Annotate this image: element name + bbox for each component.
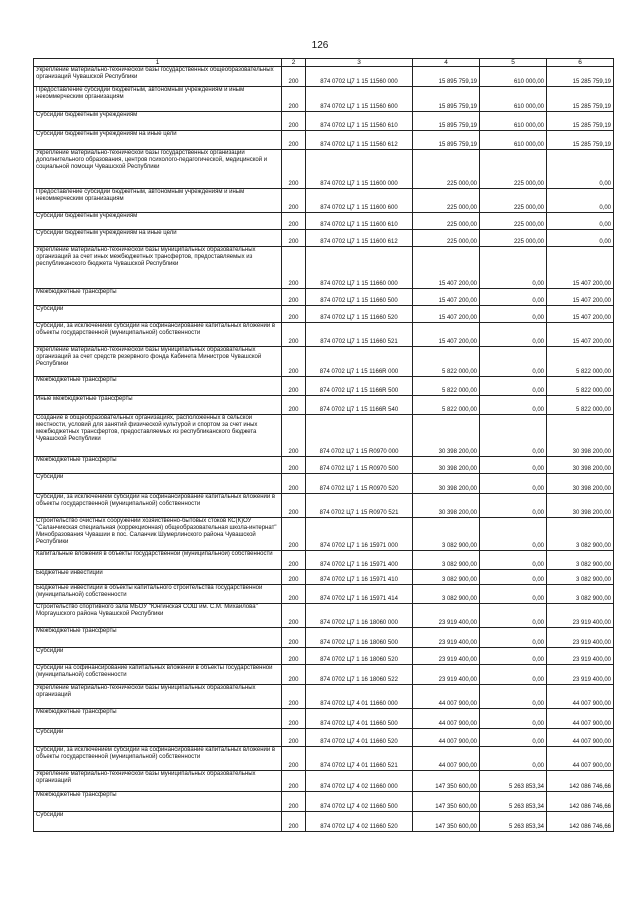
- row-value-result: 142 086 746,66: [547, 771, 614, 792]
- row-code: 200: [282, 377, 306, 396]
- row-name-text: Субсидии: [36, 306, 64, 312]
- row-value-change: 0,00: [480, 685, 547, 709]
- row-code: 200: [282, 812, 306, 832]
- table-row: [34, 812, 614, 832]
- table-row: [34, 189, 614, 213]
- row-name-text: Межбюджетные трансферты: [36, 709, 117, 715]
- column-header: 2: [282, 59, 306, 67]
- row-kbk: 874 0702 Ц7 1 15 11600 610: [306, 213, 413, 230]
- table-row: [34, 604, 614, 628]
- row-name: [34, 604, 282, 628]
- row-value-result: 15 407 200,00: [547, 289, 614, 306]
- row-value-result: 5 822 000,00: [547, 347, 614, 377]
- row-code: 200: [282, 131, 306, 150]
- row-name-text: Субсидии: [36, 812, 64, 818]
- row-value-approved: 15 895 759,19: [413, 112, 480, 131]
- table-row: [34, 792, 614, 812]
- row-value-change: 0,00: [480, 323, 547, 347]
- row-code: 200: [282, 289, 306, 306]
- row-value-approved: 44 007 900,00: [413, 747, 480, 771]
- row-value-approved: 147 350 600,00: [413, 812, 480, 832]
- table-row: [34, 112, 614, 131]
- row-code: 200: [282, 112, 306, 131]
- row-value-approved: 44 007 900,00: [413, 685, 480, 709]
- row-value-result: 142 086 746,66: [547, 792, 614, 812]
- row-value-approved: 5 822 000,00: [413, 396, 480, 415]
- row-name-text: Субсидии: [36, 729, 64, 735]
- row-name: [34, 729, 282, 747]
- row-kbk: 874 0702 Ц7 1 16 18060 500: [306, 628, 413, 648]
- row-code: 200: [282, 729, 306, 747]
- row-name: [34, 457, 282, 474]
- table-row: [34, 518, 614, 551]
- row-code: 200: [282, 585, 306, 604]
- row-value-change: 0,00: [480, 474, 547, 494]
- row-value-change: 0,00: [480, 396, 547, 415]
- row-value-approved: 15 895 759,19: [413, 131, 480, 150]
- row-kbk: 874 0702 Ц7 4 01 11660 500: [306, 709, 413, 729]
- row-kbk: 874 0702 Ц7 1 15 11660 000: [306, 247, 413, 289]
- table-row: [34, 628, 614, 648]
- row-kbk: 874 0702 Ц7 1 16 15971 400: [306, 551, 413, 570]
- row-name-text: Бюджетные инвестиции: [36, 570, 103, 576]
- table-row: [34, 247, 614, 289]
- row-value-result: 23 919 400,00: [547, 648, 614, 665]
- table-row: [34, 131, 614, 150]
- page-number: 126: [311, 40, 329, 51]
- table-row: [34, 415, 614, 457]
- row-code: 200: [282, 415, 306, 457]
- row-kbk: 874 0702 Ц7 4 01 11660 520: [306, 729, 413, 747]
- row-value-approved: 225 000,00: [413, 189, 480, 213]
- row-name: [34, 747, 282, 771]
- row-value-approved: 3 082 900,00: [413, 585, 480, 604]
- row-value-approved: 15 407 200,00: [413, 306, 480, 323]
- row-code: 200: [282, 792, 306, 812]
- row-name-text: Укрепление материально-технической базы государственных общеобразовательных организаций Чувашской Республики: [36, 67, 274, 80]
- table-row: [34, 87, 614, 112]
- table-row: [34, 306, 614, 323]
- row-name-text: Субсидии бюджетным учреждениям на иные цели: [36, 131, 177, 137]
- row-kbk: 874 0702 Ц7 1 16 18060 522: [306, 665, 413, 685]
- row-value-change: 0,00: [480, 585, 547, 604]
- table-row: [34, 323, 614, 347]
- row-name: [34, 551, 282, 570]
- row-code: 200: [282, 347, 306, 377]
- table-row: [34, 347, 614, 377]
- row-value-approved: 147 350 600,00: [413, 771, 480, 792]
- row-code: 200: [282, 494, 306, 518]
- row-value-result: 15 407 200,00: [547, 323, 614, 347]
- row-value-approved: 15 895 759,19: [413, 87, 480, 112]
- row-name: [34, 377, 282, 396]
- row-value-change: 0,00: [480, 289, 547, 306]
- row-value-approved: 225 000,00: [413, 213, 480, 230]
- row-kbk: 874 0702 Ц7 1 15 11660 500: [306, 289, 413, 306]
- row-value-result: 3 082 900,00: [547, 551, 614, 570]
- row-code: 200: [282, 709, 306, 729]
- row-code: 200: [282, 604, 306, 628]
- row-name-text: Бюджетные инвестиции в объекты капитального строительства государственной (муниципальной) собственности: [36, 585, 263, 598]
- row-name: [34, 709, 282, 729]
- row-kbk: 874 0702 Ц7 1 16 15971 414: [306, 585, 413, 604]
- row-name-text: Субсидии: [36, 648, 64, 654]
- row-name-text: Субсидии, за исключением субсидий на софинансирование капитальных вложений в объекты государственной (муниципальной) собственности: [36, 494, 276, 507]
- row-name-text: Строительство спортивного зала МБОУ "Юнгинская СОШ им. С.М. Михайлова" Моргаушского района Чувашской Республики: [36, 604, 258, 617]
- table-row: [34, 709, 614, 729]
- row-value-change: 0,00: [480, 457, 547, 474]
- row-value-approved: 225 000,00: [413, 150, 480, 189]
- row-kbk: 874 0702 Ц7 1 15 11660 521: [306, 323, 413, 347]
- row-name: [34, 396, 282, 415]
- row-kbk: 874 0702 Ц7 1 15 11560 610: [306, 112, 413, 131]
- row-value-result: 5 822 000,00: [547, 396, 614, 415]
- row-name: [34, 792, 282, 812]
- row-value-approved: 23 919 400,00: [413, 604, 480, 628]
- row-name: [34, 474, 282, 494]
- row-value-result: 5 822 000,00: [547, 377, 614, 396]
- row-name-text: Укрепление материально-технической базы муниципальных образовательных организаций за счет средств резервного фонда Кабинета Министров Чувашской Республики: [36, 347, 262, 367]
- row-code: 200: [282, 213, 306, 230]
- row-code: 200: [282, 87, 306, 112]
- row-name-text: Укрепление материально-технической базы муниципальных образовательных организаций: [36, 771, 256, 784]
- row-value-approved: 3 082 900,00: [413, 551, 480, 570]
- row-value-result: 30 398 200,00: [547, 474, 614, 494]
- row-kbk: 874 0702 Ц7 1 15 1166R 540: [306, 396, 413, 415]
- row-kbk: 874 0702 Ц7 1 15 R0970 000: [306, 415, 413, 457]
- table-row: [34, 150, 614, 189]
- row-value-approved: 225 000,00: [413, 230, 480, 247]
- row-value-approved: 15 407 200,00: [413, 323, 480, 347]
- row-value-change: 0,00: [480, 415, 547, 457]
- row-name-text: Субсидии бюджетным учреждениям на иные цели: [36, 230, 177, 236]
- row-name: [34, 347, 282, 377]
- row-value-change: 0,00: [480, 604, 547, 628]
- row-value-approved: 3 082 900,00: [413, 570, 480, 585]
- row-name-text: Субсидии бюджетным учреждениям: [36, 213, 138, 219]
- row-name-text: Субсидии на софинансирование капитальных вложений в объекты государственной (муниципальной) собственности: [36, 665, 273, 678]
- row-name: [34, 518, 282, 551]
- table-row: [34, 457, 614, 474]
- row-code: 200: [282, 457, 306, 474]
- column-header: 3: [306, 59, 413, 67]
- table-body: [34, 67, 614, 832]
- table-row: [34, 396, 614, 415]
- row-value-result: 0,00: [547, 150, 614, 189]
- row-name: [34, 585, 282, 604]
- row-name-text: Укрепление материально-технической базы муниципальных образовательных организаций за счет иных межбюджетных трансфертов, предоставляемых из республиканского бюджета Чувашской Республики: [36, 247, 256, 267]
- table-row: [34, 570, 614, 585]
- row-name: [34, 306, 282, 323]
- row-code: 200: [282, 150, 306, 189]
- table-header-row: [34, 59, 614, 67]
- row-code: 200: [282, 230, 306, 247]
- row-name-text: Субсидии, за исключением субсидий на софинансирование капитальных вложений в объекты государственной (муниципальной) собственности: [36, 323, 276, 336]
- table-row: [34, 494, 614, 518]
- row-value-change: 5 263 853,34: [480, 812, 547, 832]
- row-name: [34, 289, 282, 306]
- row-code: 200: [282, 247, 306, 289]
- row-name-text: Предоставление субсидий бюджетным, автономным учреждениям и иным некоммерческим организациям: [36, 189, 245, 202]
- row-name: [34, 812, 282, 832]
- row-name-text: Межбюджетные трансферты: [36, 792, 117, 798]
- row-name: [34, 112, 282, 131]
- table-row: [34, 474, 614, 494]
- row-value-result: 23 919 400,00: [547, 665, 614, 685]
- row-kbk: 874 0702 Ц7 1 15 11600 600: [306, 189, 413, 213]
- row-kbk: 874 0702 Ц7 1 15 11600 612: [306, 230, 413, 247]
- row-value-approved: 5 822 000,00: [413, 377, 480, 396]
- row-name-text: Иные межбюджетные трансферты: [36, 396, 133, 402]
- row-name: [34, 494, 282, 518]
- table-row: [34, 729, 614, 747]
- row-value-approved: 5 822 000,00: [413, 347, 480, 377]
- row-kbk: 874 0702 Ц7 1 15 R0970 520: [306, 474, 413, 494]
- column-header: 4: [413, 59, 480, 67]
- row-value-change: 0,00: [480, 347, 547, 377]
- row-name-text: Капитальные вложения в объекты государственной (муниципальной) собственности: [36, 551, 273, 557]
- row-name: [34, 150, 282, 189]
- row-name-text: Субсидии, за исключением субсидий на софинансирование капитальных вложений в объекты государственной (муниципальной) собственности: [36, 747, 276, 760]
- table-row: [34, 377, 614, 396]
- row-kbk: 874 0702 Ц7 1 15 11660 520: [306, 306, 413, 323]
- row-name-text: Строительство очистных сооружений хозяйственно-бытовых стоков КС(К)ОУ "Саланчикская специальная (коррекционная) общеобразовательная школа-интернат" Минобразования Чувашии в пос. Саланчик Шумерлинского района Чувашской Республики: [36, 518, 277, 545]
- row-code: 200: [282, 628, 306, 648]
- row-value-result: 3 082 900,00: [547, 518, 614, 551]
- row-kbk: 874 0702 Ц7 1 15 11560 612: [306, 131, 413, 150]
- row-value-change: 0,00: [480, 628, 547, 648]
- row-name: [34, 628, 282, 648]
- row-value-change: 0,00: [480, 709, 547, 729]
- row-value-result: 142 086 746,66: [547, 812, 614, 832]
- row-value-change: 0,00: [480, 570, 547, 585]
- table-row: [34, 585, 614, 604]
- row-code: 200: [282, 665, 306, 685]
- row-code: 200: [282, 570, 306, 585]
- row-value-result: 23 919 400,00: [547, 604, 614, 628]
- row-kbk: 874 0702 Ц7 1 15 11560 600: [306, 87, 413, 112]
- table-row: [34, 771, 614, 792]
- row-value-approved: 23 919 400,00: [413, 648, 480, 665]
- row-value-approved: 44 007 900,00: [413, 729, 480, 747]
- table-row: [34, 648, 614, 665]
- row-kbk: 874 0702 Ц7 4 02 11660 520: [306, 812, 413, 832]
- row-name-text: Создание в общеобразовательных организациях, расположенных в сельской местности, условий для занятий физической культурой и спортом за счет иных межбюджетных трансфертов, предоставляемых из республиканского бюджета Чувашской Республики: [36, 415, 258, 442]
- row-value-result: 30 398 200,00: [547, 494, 614, 518]
- row-value-result: 15 285 759,19: [547, 131, 614, 150]
- row-kbk: 874 0702 Ц7 1 15 R0970 500: [306, 457, 413, 474]
- row-code: 200: [282, 474, 306, 494]
- row-value-result: 3 082 900,00: [547, 570, 614, 585]
- row-value-approved: 147 350 600,00: [413, 792, 480, 812]
- row-value-result: 15 285 759,19: [547, 87, 614, 112]
- row-code: 200: [282, 189, 306, 213]
- table-row: [34, 551, 614, 570]
- row-value-result: 44 007 900,00: [547, 729, 614, 747]
- row-code: 200: [282, 685, 306, 709]
- row-code: 200: [282, 518, 306, 551]
- row-value-change: 0,00: [480, 306, 547, 323]
- row-value-change: 0,00: [480, 518, 547, 551]
- table-row: [34, 67, 614, 87]
- row-value-change: 0,00: [480, 377, 547, 396]
- row-code: 200: [282, 67, 306, 87]
- row-kbk: 874 0702 Ц7 1 15 1166R 000: [306, 347, 413, 377]
- row-value-approved: 15 407 200,00: [413, 247, 480, 289]
- row-value-change: 5 263 853,34: [480, 771, 547, 792]
- row-value-result: 15 407 200,00: [547, 306, 614, 323]
- row-value-change: 0,00: [480, 551, 547, 570]
- row-value-change: 225 000,00: [480, 230, 547, 247]
- row-kbk: 874 0702 Ц7 4 02 11660 500: [306, 792, 413, 812]
- row-code: 200: [282, 306, 306, 323]
- row-value-result: 15 407 200,00: [547, 247, 614, 289]
- row-value-result: 30 398 200,00: [547, 457, 614, 474]
- row-value-approved: 30 398 200,00: [413, 474, 480, 494]
- row-name-text: Предоставление субсидий бюджетным, автономным учреждениям и иным некоммерческим организациям: [36, 87, 245, 100]
- row-name: [34, 247, 282, 289]
- column-header: 1: [34, 59, 282, 67]
- row-kbk: 874 0702 Ц7 1 15 11560 000: [306, 67, 413, 87]
- row-name-text: Межбюджетные трансферты: [36, 377, 117, 383]
- row-name: [34, 213, 282, 230]
- row-name: [34, 415, 282, 457]
- row-value-change: 5 263 853,34: [480, 792, 547, 812]
- row-name: [34, 131, 282, 150]
- row-value-result: 30 398 200,00: [547, 415, 614, 457]
- table-row: [34, 747, 614, 771]
- row-name: [34, 67, 282, 87]
- row-kbk: 874 0702 Ц7 1 15 1166R 500: [306, 377, 413, 396]
- row-value-result: 15 285 759,19: [547, 112, 614, 131]
- row-kbk: 874 0702 Ц7 4 01 11660 000: [306, 685, 413, 709]
- row-name-text: Субсидии бюджетным учреждениям: [36, 112, 138, 118]
- row-name-text: Субсидии: [36, 474, 64, 480]
- column-header: 6: [547, 59, 614, 67]
- row-name: [34, 665, 282, 685]
- row-kbk: 874 0702 Ц7 1 16 18060 520: [306, 648, 413, 665]
- row-value-change: 0,00: [480, 729, 547, 747]
- row-value-approved: 23 919 400,00: [413, 665, 480, 685]
- table-row: [34, 289, 614, 306]
- row-code: 200: [282, 396, 306, 415]
- row-kbk: 874 0702 Ц7 1 16 18060 000: [306, 604, 413, 628]
- row-name-text: Укрепление материально-технической базы государственных организаций дополнительного образования, центров психолого-педагогической, медицинской и социальной помощи Чувашской Республики: [36, 150, 268, 170]
- row-value-change: 225 000,00: [480, 189, 547, 213]
- row-value-approved: 30 398 200,00: [413, 457, 480, 474]
- row-value-change: 225 000,00: [480, 213, 547, 230]
- row-name: [34, 685, 282, 709]
- row-value-change: 610 000,00: [480, 112, 547, 131]
- row-name: [34, 87, 282, 112]
- row-value-change: 0,00: [480, 665, 547, 685]
- row-name-text: Укрепление материально-технической базы муниципальных образовательных организаций: [36, 685, 256, 698]
- row-code: 200: [282, 648, 306, 665]
- row-kbk: 874 0702 Ц7 1 16 15971 000: [306, 518, 413, 551]
- row-name: [34, 648, 282, 665]
- table-row: [34, 230, 614, 247]
- row-name-text: Межбюджетные трансферты: [36, 628, 117, 634]
- table-row: [34, 685, 614, 709]
- row-value-change: 0,00: [480, 247, 547, 289]
- row-value-approved: 30 398 200,00: [413, 494, 480, 518]
- table-row: [34, 213, 614, 230]
- row-name: [34, 771, 282, 792]
- row-value-approved: 3 082 900,00: [413, 518, 480, 551]
- row-kbk: 874 0702 Ц7 4 01 11660 521: [306, 747, 413, 771]
- row-value-result: 44 007 900,00: [547, 747, 614, 771]
- row-name-text: Межбюджетные трансферты: [36, 289, 117, 295]
- row-value-change: 0,00: [480, 648, 547, 665]
- budget-table: [33, 58, 614, 832]
- row-value-approved: 15 895 759,19: [413, 67, 480, 87]
- row-value-approved: 30 398 200,00: [413, 415, 480, 457]
- row-kbk: 874 0702 Ц7 1 15 11600 000: [306, 150, 413, 189]
- row-value-result: 3 082 900,00: [547, 585, 614, 604]
- row-name: [34, 323, 282, 347]
- row-value-result: 23 919 400,00: [547, 628, 614, 648]
- row-kbk: 874 0702 Ц7 4 02 11660 000: [306, 771, 413, 792]
- row-value-change: 610 000,00: [480, 87, 547, 112]
- row-code: 200: [282, 323, 306, 347]
- row-name: [34, 570, 282, 585]
- row-name-text: Межбюджетные трансферты: [36, 457, 117, 463]
- row-value-approved: 44 007 900,00: [413, 709, 480, 729]
- row-value-approved: 15 407 200,00: [413, 289, 480, 306]
- row-value-change: 225 000,00: [480, 150, 547, 189]
- row-name: [34, 230, 282, 247]
- row-value-change: 0,00: [480, 747, 547, 771]
- column-header: 5: [480, 59, 547, 67]
- row-value-result: 0,00: [547, 213, 614, 230]
- row-name: [34, 189, 282, 213]
- row-value-change: 0,00: [480, 494, 547, 518]
- row-kbk: 874 0702 Ц7 1 16 15971 410: [306, 570, 413, 585]
- table-row: [34, 665, 614, 685]
- row-value-approved: 23 919 400,00: [413, 628, 480, 648]
- row-value-result: 0,00: [547, 230, 614, 247]
- row-code: 200: [282, 747, 306, 771]
- row-value-result: 0,00: [547, 189, 614, 213]
- row-value-change: 610 000,00: [480, 131, 547, 150]
- row-code: 200: [282, 771, 306, 792]
- row-value-result: 44 007 900,00: [547, 709, 614, 729]
- row-value-result: 15 285 759,19: [547, 67, 614, 87]
- row-code: 200: [282, 551, 306, 570]
- row-kbk: 874 0702 Ц7 1 15 R0970 521: [306, 494, 413, 518]
- row-value-change: 610 000,00: [480, 67, 547, 87]
- row-value-result: 44 007 900,00: [547, 685, 614, 709]
